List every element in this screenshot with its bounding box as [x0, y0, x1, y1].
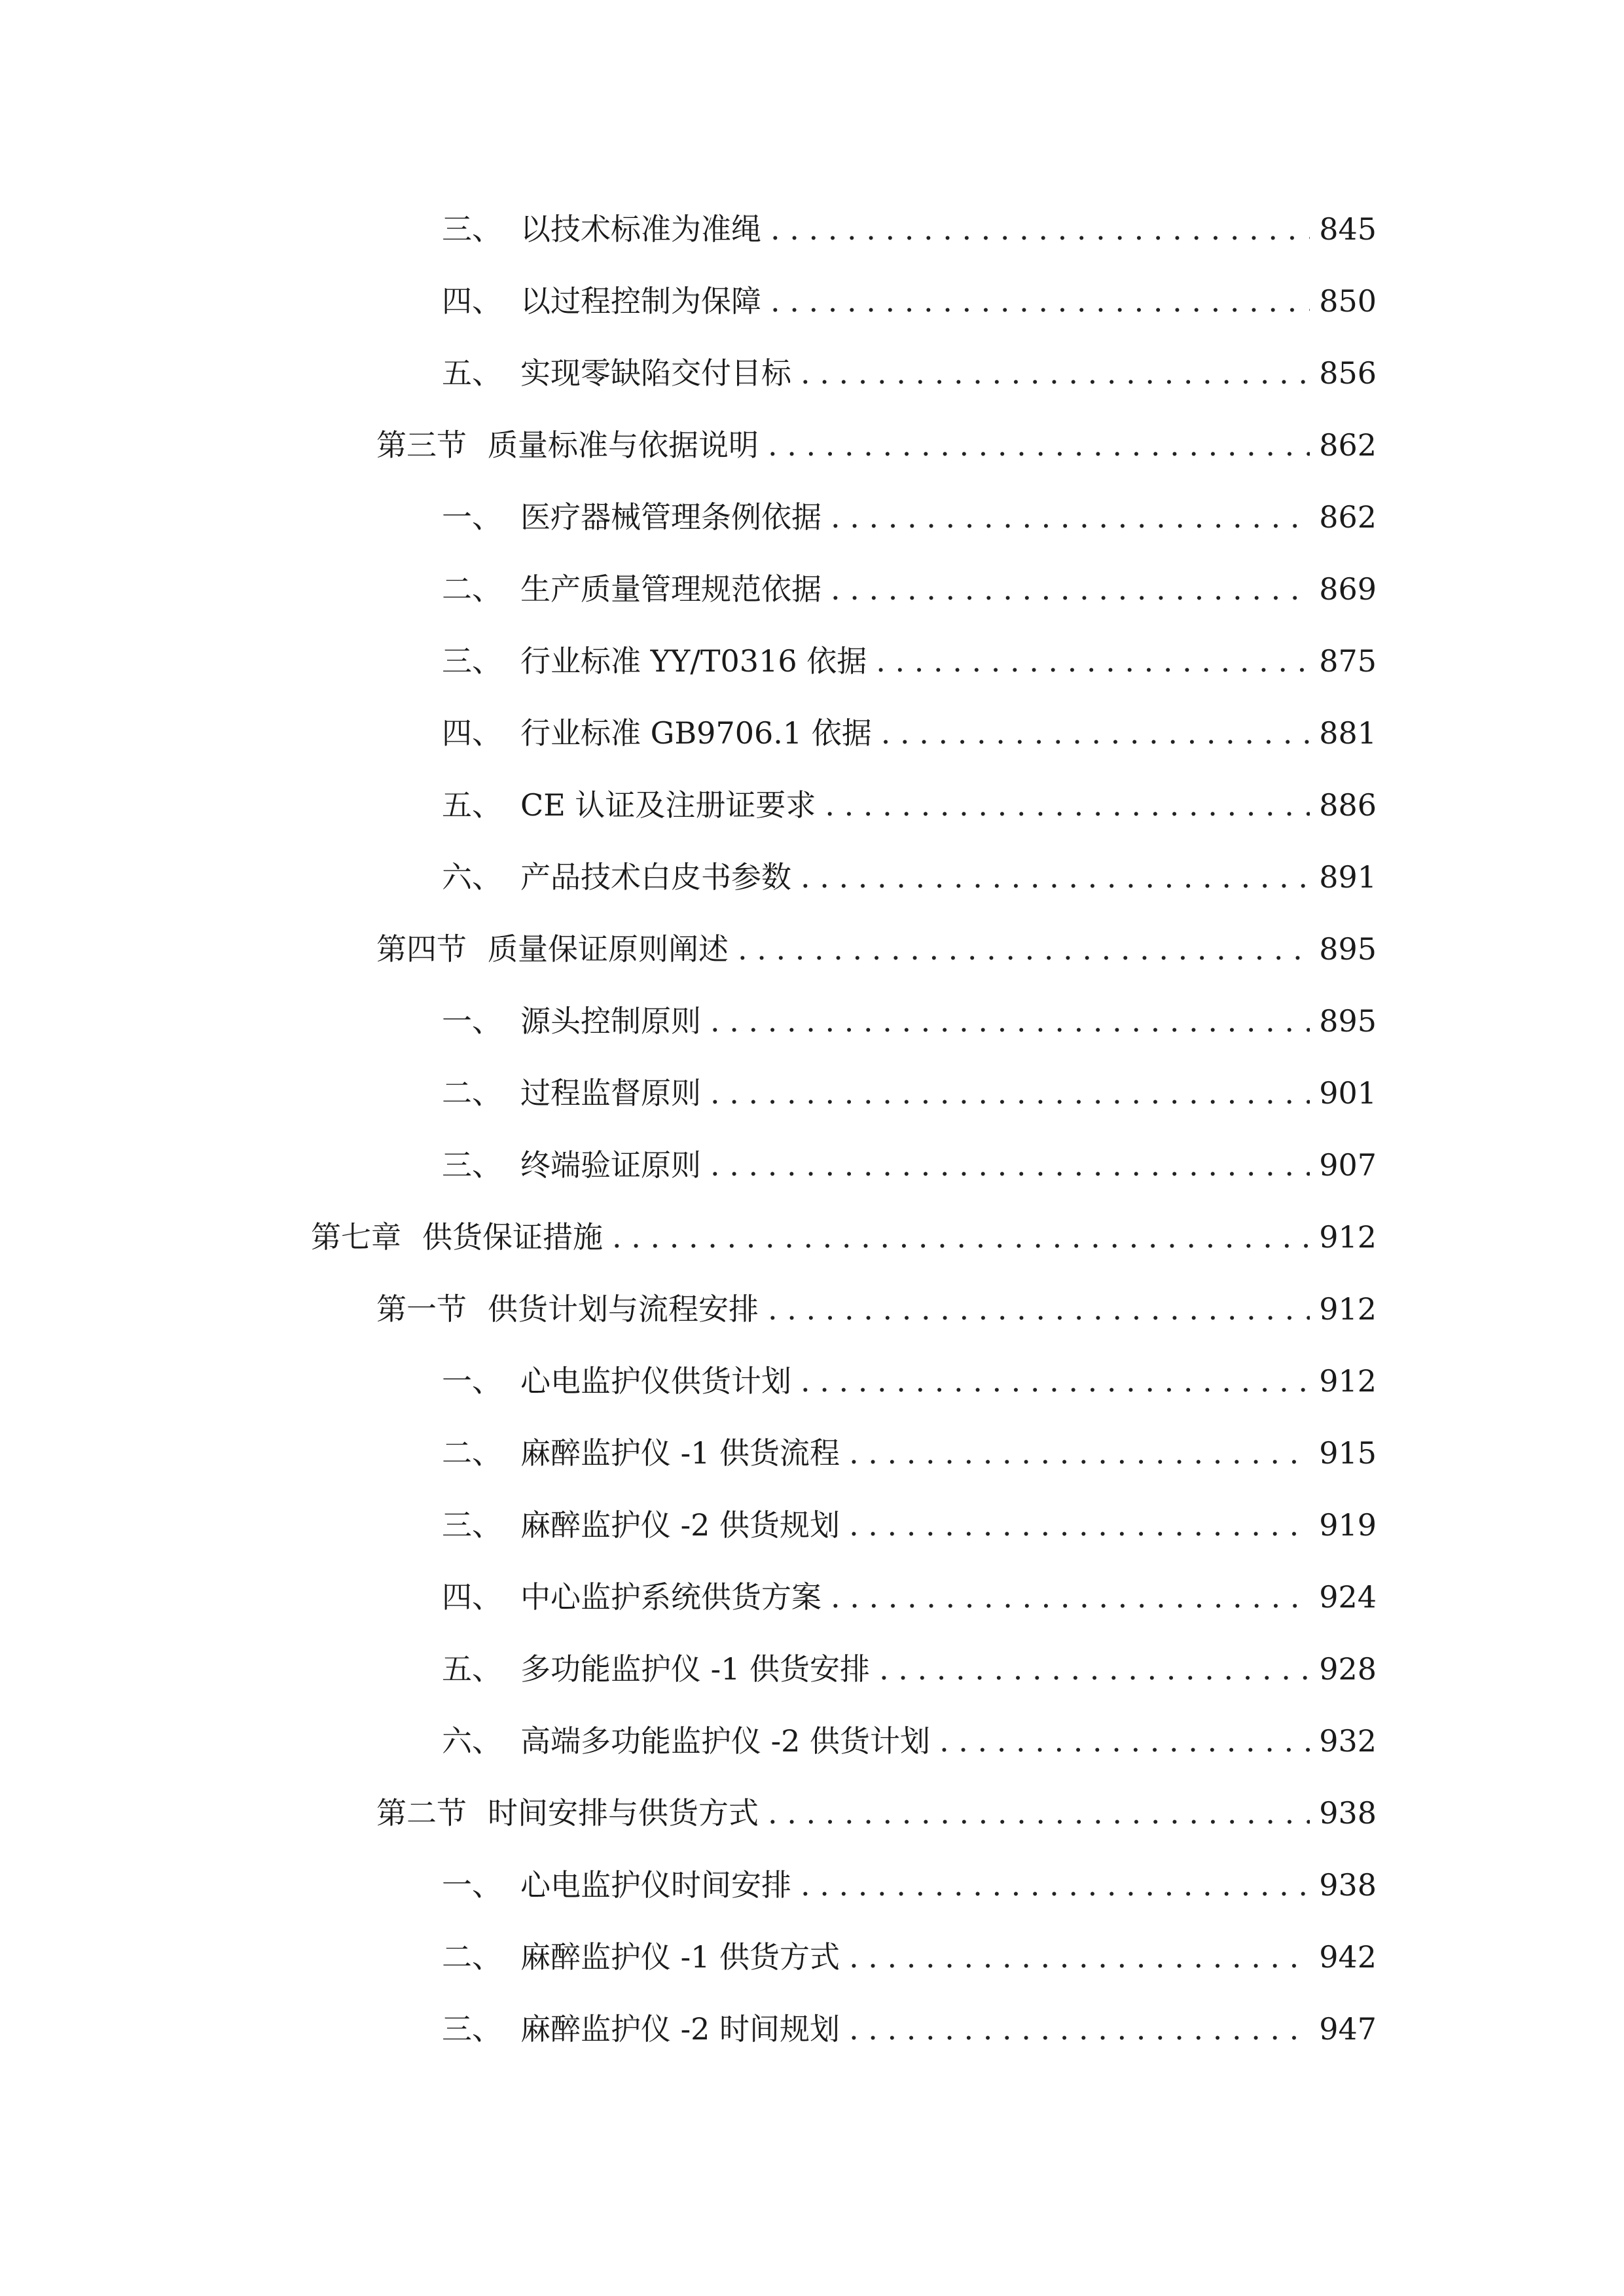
dot-leader [831, 1571, 1310, 1623]
toc-entry-title: 麻醉监护仪 -1 供货方式 [520, 1939, 840, 1975]
toc-entry-page-number: 912 [1319, 1363, 1377, 1399]
dot-leader [849, 1499, 1310, 1551]
toc-entry-title: 麻醉监护仪 -1 供货流程 [520, 1435, 840, 1471]
toc-entry[interactable] [442, 1499, 1377, 1551]
toc-entry-number: 一、 [442, 1363, 502, 1399]
toc-entry[interactable] [442, 1859, 1377, 1911]
toc-entry-title: 以技术标准为准绳 [520, 211, 761, 247]
toc-entry-number: 五、 [442, 1651, 502, 1687]
toc-section-entry[interactable] [376, 923, 1377, 975]
toc-entry-number: 三、 [442, 643, 502, 679]
dot-leader [710, 1139, 1310, 1191]
toc-entry-title: 中心监护系统供货方案 [520, 1579, 821, 1615]
toc-entry-page-number: 942 [1319, 1939, 1377, 1975]
toc-entry-number: 三、 [442, 1507, 502, 1543]
toc-entry-title: 终端验证原则 [520, 1147, 701, 1183]
dot-leader [876, 635, 1310, 687]
dot-leader [825, 779, 1310, 831]
toc-entry-title: 供货计划与流程安排 [488, 1291, 759, 1327]
toc-entry[interactable] [442, 1355, 1377, 1407]
dot-leader [612, 1211, 1310, 1263]
toc-entry-number: 第三节 [376, 427, 467, 463]
toc-entry-page-number: 924 [1319, 1579, 1377, 1615]
dot-leader [768, 1787, 1310, 1839]
toc-entry[interactable] [442, 1571, 1377, 1623]
toc-entry-page-number: 895 [1319, 931, 1377, 967]
toc-entry-title: 医疗器械管理条例依据 [520, 499, 821, 535]
toc-entry[interactable] [442, 1067, 1377, 1119]
toc-entry-number: 四、 [442, 1579, 502, 1615]
toc-entry-title: 麻醉监护仪 -2 时间规划 [520, 2011, 840, 2047]
toc-entry-title: 心电监护仪时间安排 [520, 1867, 791, 1903]
toc-entry-page-number: 895 [1319, 1003, 1377, 1039]
toc-entry-title: 麻醉监护仪 -2 供货规划 [520, 1507, 840, 1543]
toc-entry-number: 三、 [442, 1147, 502, 1183]
dot-leader [881, 707, 1310, 759]
dot-leader [801, 347, 1310, 399]
toc-entry-title: 质量标准与依据说明 [488, 427, 759, 463]
dot-leader [849, 1931, 1310, 1983]
toc-entry-page-number: 862 [1319, 427, 1377, 463]
toc-entry-title: 心电监护仪供货计划 [520, 1363, 791, 1399]
toc-entry[interactable] [442, 275, 1377, 327]
toc-entry-number: 六、 [442, 859, 502, 895]
toc-entry-title: 产品技术白皮书参数 [520, 859, 791, 895]
dot-leader [831, 491, 1310, 543]
toc-entry-page-number: 912 [1319, 1219, 1377, 1255]
toc-entry[interactable] [442, 203, 1377, 255]
toc-entry-title: 行业标准 YY/T0316 依据 [520, 643, 867, 679]
toc-section-entry[interactable] [376, 1283, 1377, 1335]
toc-entry-page-number: 886 [1319, 787, 1377, 823]
toc-entry-page-number: 901 [1319, 1075, 1377, 1111]
toc-entry-page-number: 845 [1319, 211, 1377, 247]
dot-leader [801, 1859, 1310, 1911]
dot-leader [801, 1355, 1310, 1407]
toc-entry-number: 一、 [442, 499, 502, 535]
toc-entry[interactable] [442, 563, 1377, 615]
dot-leader [770, 203, 1310, 255]
toc-entry-number: 第七章 [311, 1219, 401, 1255]
toc-chapter-entry[interactable] [311, 1211, 1377, 1263]
toc-entry-number: 四、 [442, 283, 502, 319]
toc-section-entry[interactable] [376, 1787, 1377, 1839]
toc-entry-page-number: 947 [1319, 2011, 1377, 2047]
toc-entry-title: 多功能监护仪 -1 供货安排 [520, 1651, 871, 1687]
toc-entry-title: 时间安排与供货方式 [488, 1795, 759, 1831]
toc-entry-number: 五、 [442, 787, 502, 823]
dot-leader [879, 1643, 1310, 1695]
toc-entry-page-number: 907 [1319, 1147, 1377, 1183]
dot-leader [939, 1715, 1310, 1767]
toc-entry-number: 六、 [442, 1723, 502, 1759]
toc-entry-number: 二、 [442, 571, 502, 607]
toc-entry-number: 二、 [442, 1075, 502, 1111]
toc-entry-page-number: 928 [1319, 1651, 1377, 1687]
toc-entry-number: 三、 [442, 2011, 502, 2047]
toc-entry[interactable] [442, 491, 1377, 543]
toc-entry-title: 质量保证原则阐述 [488, 931, 729, 967]
dot-leader [770, 275, 1310, 327]
dot-leader [738, 923, 1310, 975]
toc-entry-title: 供货保证措施 [422, 1219, 603, 1255]
toc-entry-page-number: 938 [1319, 1795, 1377, 1831]
dot-leader [849, 2003, 1310, 2055]
toc-entry-page-number: 850 [1319, 283, 1377, 319]
toc-entry-page-number: 919 [1319, 1507, 1377, 1543]
toc-entry-number: 四、 [442, 715, 502, 751]
toc-entry-title: 生产质量管理规范依据 [520, 571, 821, 607]
dot-leader [768, 419, 1310, 471]
toc-entry[interactable] [442, 995, 1377, 1047]
toc-entry-number: 五、 [442, 355, 502, 391]
toc-entry[interactable] [442, 347, 1377, 399]
toc-entry[interactable] [442, 1427, 1377, 1479]
toc-entry[interactable] [442, 707, 1377, 759]
dot-leader [849, 1427, 1310, 1479]
toc-entry-page-number: 891 [1319, 859, 1377, 895]
toc-entry[interactable] [442, 779, 1377, 831]
toc-entry-title: CE 认证及注册证要求 [520, 787, 816, 823]
dot-leader [831, 563, 1310, 615]
toc-entry-number: 三、 [442, 211, 502, 247]
dot-leader [801, 851, 1310, 903]
toc-entry-number: 第二节 [376, 1795, 467, 1831]
toc-entry[interactable] [442, 851, 1377, 903]
toc-entry-page-number: 938 [1319, 1867, 1377, 1903]
dot-leader [768, 1283, 1310, 1335]
toc-entry-page-number: 932 [1319, 1723, 1377, 1759]
toc-entry-number: 二、 [442, 1939, 502, 1975]
toc-entry-number: 一、 [442, 1003, 502, 1039]
toc-entry-page-number: 881 [1319, 715, 1377, 751]
toc-section-entry[interactable] [376, 419, 1377, 471]
toc-entry-number: 一、 [442, 1867, 502, 1903]
toc-entry[interactable] [442, 1715, 1377, 1767]
toc-entry-title: 以过程控制为保障 [520, 283, 761, 319]
toc-entry-title: 过程监督原则 [520, 1075, 701, 1111]
toc-entry-page-number: 912 [1319, 1291, 1377, 1327]
toc-entry[interactable] [442, 635, 1377, 687]
dot-leader [710, 995, 1310, 1047]
toc-entry-number: 二、 [442, 1435, 502, 1471]
toc-entry-page-number: 862 [1319, 499, 1377, 535]
toc-entry[interactable] [442, 1139, 1377, 1191]
toc-entry-number: 第四节 [376, 931, 467, 967]
toc-entry-page-number: 915 [1319, 1435, 1377, 1471]
toc-entry-page-number: 869 [1319, 571, 1377, 607]
dot-leader [710, 1067, 1310, 1119]
toc-entry-title: 源头控制原则 [520, 1003, 701, 1039]
toc-entry[interactable] [442, 2003, 1377, 2055]
toc-entry-page-number: 875 [1319, 643, 1377, 679]
toc-entry-number: 第一节 [376, 1291, 467, 1327]
toc-entry[interactable] [442, 1643, 1377, 1695]
toc-entry-title: 行业标准 GB9706.1 依据 [520, 715, 872, 751]
toc-entry-title: 高端多功能监护仪 -2 供货计划 [520, 1723, 931, 1759]
toc-entry-page-number: 856 [1319, 355, 1377, 391]
toc-entry[interactable] [442, 1931, 1377, 1983]
toc-entry-title: 实现零缺陷交付目标 [520, 355, 791, 391]
